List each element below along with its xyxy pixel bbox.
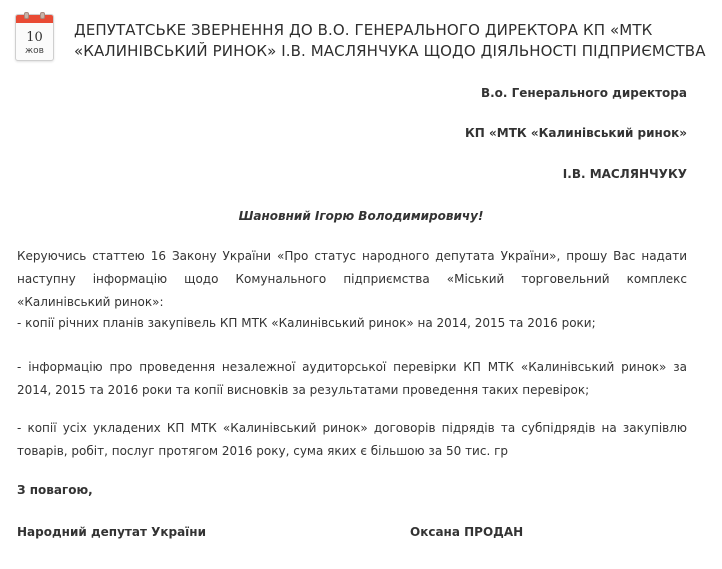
signature-name: Оксана ПРОДАН	[410, 525, 524, 539]
closing-regards: З повагою,	[17, 483, 93, 497]
body-paragraph-item-2: - інформацію про проведення незалежної аудиторської перевірки КП МТК «Калинівський ринок» за 2014, 2015 та 2016 роки та копії висновків за результатами проведення таких перевірок;	[17, 360, 687, 397]
calendar-ring-right	[40, 12, 45, 19]
greeting: Шановний Ігорю Володимировичу!	[238, 209, 484, 223]
body-paragraph-intro: Керуючись статтею 16 Закону України «Про статус народного депутата України», прошу Вас надати наступну інформацію щодо Комунального підприємства «Міський торговельний комплекс «Калинівський ринок»:	[17, 249, 687, 309]
signature-position: Народний депутат України	[17, 525, 206, 539]
article-title[interactable]: ДЕПУТАТСЬКЕ ЗВЕРНЕННЯ ДО В.О. ГЕНЕРАЛЬНОГО ДИРЕКТОРА КП «МТК «КАЛИНІВСЬКИЙ РИНОК» І.В. МАСЛЯНЧУКА ЩОДО ДІЯЛЬНОСТІ ПІДПРИЄМСТВА	[74, 21, 706, 60]
calendar-ring-left	[24, 12, 29, 19]
body-paragraph-item-1: - копії річних планів закупівель КП МТК «Калинівський ринок» на 2014, 2015 та 2016 роки;	[17, 316, 596, 330]
calendar-icon	[15, 14, 54, 61]
addressee-name: І.В. МАСЛЯНЧУКУ	[562, 167, 687, 181]
addressee-organization: КП «МТК «Калинівський ринок»	[464, 126, 687, 140]
addressee-position: В.о. Генерального директора	[480, 86, 687, 100]
date-day: 10	[26, 30, 43, 45]
calendar-top-bar	[16, 15, 53, 23]
body-paragraph-item-3: - копії усіх укладених КП МТК «Калинівський ринок» договорів підрядів та субпідрядів на закупівлю товарів, робіт, послуг протягом 2016 року, сума яких є більшою за 50 тис. гр	[17, 421, 687, 458]
date-month: жов	[25, 46, 44, 56]
